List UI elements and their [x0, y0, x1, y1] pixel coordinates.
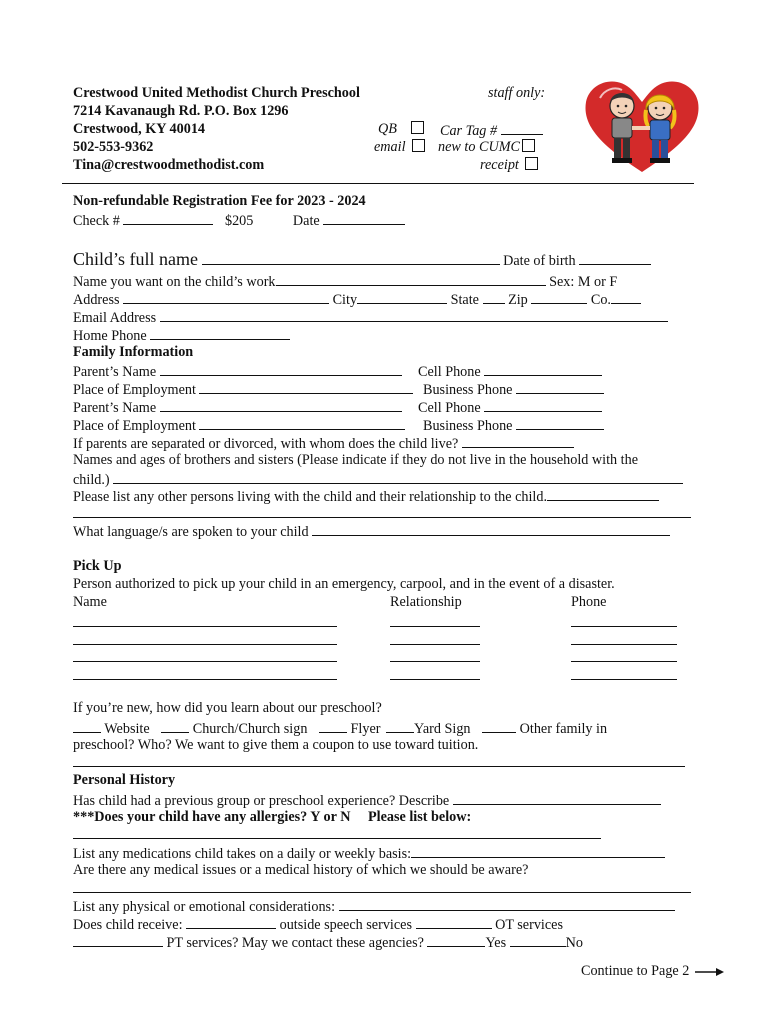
parent1-name-field[interactable]: [160, 361, 402, 376]
staff-only-label: staff only:: [488, 85, 546, 101]
personal-history-title: Personal History: [73, 772, 176, 788]
new-cumc-checkbox[interactable]: [522, 139, 535, 152]
car-tag-field[interactable]: [501, 120, 543, 135]
parent1-cell-field[interactable]: [484, 361, 602, 376]
fee-line: [73, 210, 405, 230]
county-label: Co.: [590, 292, 611, 308]
receipt-label: receipt: [480, 157, 519, 173]
pickup-name-field[interactable]: [73, 626, 337, 627]
org-name: Crestwood United Methodist Church Preschool: [73, 85, 360, 101]
org-email: Tina@crestwoodmethodist.com: [73, 157, 265, 173]
home-phone-field[interactable]: [150, 325, 290, 340]
org-phone: 502-553-9362: [73, 139, 154, 155]
language-field[interactable]: [312, 521, 670, 536]
medical-issues-label: Are there any medical issues or a medical history of which we should be aware?: [73, 862, 529, 878]
siblings-label-1: Names and ages of brothers and sisters (Please indicate if they do not live in the household with the: [73, 452, 638, 468]
pickup-name-field[interactable]: [73, 661, 337, 662]
pickup-col-name: Name: [73, 594, 107, 610]
state-field[interactable]: [483, 289, 505, 304]
parent1-name-label: Parent’s Name: [73, 364, 157, 380]
name-on-work-line: [73, 271, 617, 291]
header-divider: [62, 183, 694, 184]
yard-sign-field[interactable]: [386, 718, 414, 733]
pickup-title: Pick Up: [73, 558, 122, 574]
qb-checkbox[interactable]: [411, 121, 424, 134]
allergies-line: [73, 808, 471, 826]
language-line: [73, 521, 670, 541]
pickup-phone-field[interactable]: [571, 644, 677, 645]
pickup-description: Person authorized to pick up your child in an emergency, carpool, and in the event of a disaster.: [73, 576, 615, 592]
zip-label: Zip: [508, 292, 528, 308]
org-address-line1: 7214 Kavanaugh Rd. P.O. Box 1296: [73, 103, 289, 119]
city-field[interactable]: [357, 289, 447, 304]
family-info-title: Family Information: [73, 344, 194, 360]
fee-title: Non-refundable Registration Fee for 2023 - 2024: [73, 193, 366, 209]
zip-field[interactable]: [531, 289, 587, 304]
medications-line: [73, 843, 665, 863]
learn-question: If you’re new, how did you learn about our preschool?: [73, 700, 382, 716]
physical-line: [73, 896, 675, 916]
physical-label: List any physical or emotional considerations:: [73, 899, 336, 915]
medications-label: List any medications child takes on a daily or weekly basis:: [73, 846, 412, 862]
parent2-name-label: Parent’s Name: [73, 400, 157, 416]
email-line: [73, 307, 668, 327]
continue-line: [581, 962, 725, 980]
ot-label: OT services: [495, 917, 563, 933]
staff-email-label: email: [374, 139, 406, 155]
staff-email: [374, 138, 425, 156]
employment1-field[interactable]: [199, 379, 413, 394]
church-field[interactable]: [161, 718, 189, 733]
allergies-field[interactable]: [73, 838, 601, 839]
allergies-label: ***Does your child have any allergies? Y or N: [73, 809, 351, 825]
receive-label: Does child receive:: [73, 917, 183, 933]
name-on-work-field[interactable]: [276, 271, 546, 286]
staff-receipt: [480, 156, 538, 174]
language-label: What language/s are spoken to your child: [73, 524, 309, 540]
business2-label: Business Phone: [423, 418, 513, 434]
state-label: State: [450, 292, 479, 308]
check-label: Check #: [73, 213, 120, 229]
address-line: [73, 289, 641, 309]
pt-label: PT services? May we contact these agencies?: [166, 935, 424, 951]
learn-options-line: [73, 718, 607, 738]
flyer-label: Flyer: [350, 721, 381, 737]
continue-label: Continue to Page 2: [581, 963, 690, 979]
others-extra-line[interactable]: [73, 517, 691, 518]
business1-field[interactable]: [516, 379, 604, 394]
staff-car-tag: [440, 120, 543, 140]
yes-label: Yes: [485, 935, 507, 951]
name-on-work-label: Name you want on the child’s work: [73, 274, 276, 290]
car-tag-label: Car Tag #: [440, 123, 498, 139]
pickup-name-field[interactable]: [73, 679, 337, 680]
pickup-name-field[interactable]: [73, 644, 337, 645]
learn-line2: preschool? Who? We want to give them a coupon to use toward tuition.: [73, 737, 479, 753]
website-field[interactable]: [73, 718, 101, 733]
parent1-cell: [418, 361, 602, 381]
home-phone-label: Home Phone: [73, 328, 147, 344]
pickup-relationship-field[interactable]: [390, 661, 480, 662]
heart-kids-logo: [582, 76, 702, 174]
others-line: [73, 486, 659, 506]
no-field[interactable]: [510, 932, 566, 947]
other-family-label: Other family in: [519, 721, 608, 737]
siblings-field[interactable]: [113, 469, 683, 484]
new-cumc-label: new to CUMC: [438, 139, 520, 155]
address-label: Address: [73, 292, 120, 308]
email-address-label: Email Address: [73, 310, 157, 326]
email-address-field[interactable]: [160, 307, 668, 322]
yes-field[interactable]: [427, 932, 485, 947]
staff-qb-label: QB: [378, 121, 397, 137]
address-field[interactable]: [123, 289, 329, 304]
county-field[interactable]: [611, 289, 641, 304]
parent2-line: [73, 397, 402, 417]
pickup-phone-field[interactable]: [571, 679, 677, 680]
ot-field[interactable]: [416, 914, 492, 929]
others-label: Please list any other persons living with the child and their relationship to the child.: [73, 489, 548, 505]
speech-label: outside speech services: [279, 917, 412, 933]
parent1-line: [73, 361, 402, 381]
parent1-cell-label: Cell Phone: [418, 364, 481, 380]
pickup-phone-field[interactable]: [571, 626, 677, 627]
employment2-field[interactable]: [199, 415, 405, 430]
home-phone-line: [73, 325, 290, 345]
parent2-cell-label: Cell Phone: [418, 400, 481, 416]
fee-amount: $205: [224, 213, 254, 229]
business2-field[interactable]: [516, 415, 604, 430]
separated-line: [73, 433, 574, 453]
previous-experience-label: Has child had a previous group or preschool experience? Describe: [73, 793, 450, 809]
pickup-col-phone: Phone: [571, 594, 607, 610]
parent2-name-field[interactable]: [160, 397, 402, 412]
pt-line: [73, 932, 583, 952]
pickup-col-relationship: Relationship: [390, 594, 462, 610]
employment1-line: [73, 379, 413, 399]
previous-experience-line: [73, 790, 661, 810]
child-name-field[interactable]: [202, 250, 500, 265]
fee-date-field[interactable]: [323, 210, 405, 225]
siblings-label-2: child.): [73, 472, 110, 488]
church-label: Church/Church sign: [192, 721, 308, 737]
dob-field[interactable]: [579, 250, 651, 265]
employment2-line: [73, 415, 405, 435]
fee-date-label: Date: [292, 213, 320, 229]
services-line: [73, 914, 563, 934]
right-arrow-icon: [695, 967, 725, 977]
employment1-label: Place of Employment: [73, 382, 196, 398]
parent2-cell-field[interactable]: [484, 397, 602, 412]
speech-field[interactable]: [186, 914, 276, 929]
parent2-cell: [418, 397, 602, 417]
employment2-label: Place of Employment: [73, 418, 196, 434]
flyer-field[interactable]: [319, 718, 347, 733]
other-family-field[interactable]: [482, 718, 516, 733]
pt-field[interactable]: [73, 932, 163, 947]
separated-field[interactable]: [462, 433, 574, 448]
check-number-field[interactable]: [123, 210, 213, 225]
pickup-relationship-field[interactable]: [390, 679, 480, 680]
business1: [423, 379, 604, 399]
website-label: Website: [104, 721, 150, 737]
sex-label: Sex: M or F: [549, 274, 618, 290]
medications-field[interactable]: [411, 843, 665, 858]
receipt-checkbox[interactable]: [525, 157, 538, 170]
yard-sign-label: Yard Sign: [414, 721, 471, 737]
child-full-name-label: Child’s full name: [73, 249, 198, 269]
email-checkbox[interactable]: [412, 139, 425, 152]
city-label: City: [332, 292, 358, 308]
previous-experience-field[interactable]: [453, 790, 661, 805]
others-field[interactable]: [547, 486, 659, 501]
staff-qb: [378, 120, 424, 138]
allergies-list-label: Please list below:: [368, 809, 472, 825]
learn-who-field[interactable]: [73, 766, 685, 767]
pickup-relationship-field[interactable]: [390, 626, 480, 627]
business2: [423, 415, 604, 435]
business1-label: Business Phone: [423, 382, 513, 398]
physical-field[interactable]: [339, 896, 675, 911]
medical-issues-field[interactable]: [73, 892, 691, 893]
child-name-line: [73, 250, 651, 270]
pickup-relationship-field[interactable]: [390, 644, 480, 645]
separated-label: If parents are separated or divorced, with whom does the child live?: [73, 436, 459, 452]
no-label: No: [565, 935, 584, 951]
staff-new-cumc: [438, 138, 535, 156]
org-address-line2: Crestwood, KY 40014: [73, 121, 206, 137]
pickup-phone-field[interactable]: [571, 661, 677, 662]
dob-label: Date of birth: [503, 253, 576, 269]
